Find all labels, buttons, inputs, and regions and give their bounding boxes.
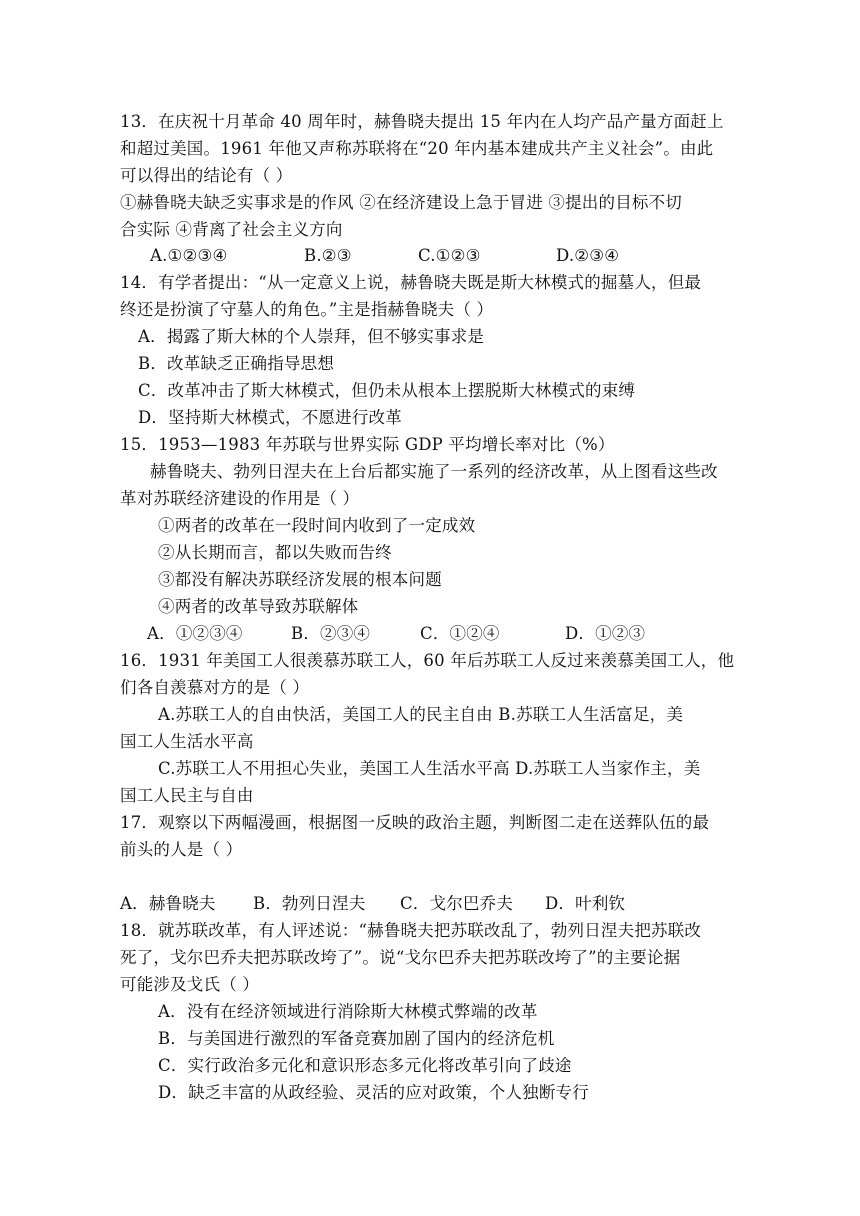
q13-option-d: D.②③④ bbox=[556, 246, 620, 265]
q13-statements-line-2: 合实际 ④背离了社会主义方向 bbox=[120, 220, 343, 239]
q13-option-c: C.①②③ bbox=[418, 246, 481, 265]
q14-option-a: A．揭露了斯大林的个人崇拜，但不够实事求是 bbox=[138, 327, 485, 346]
q14-option-d: D．坚持斯大林模式，不愿进行改革 bbox=[138, 408, 402, 427]
q14-option-b: B．改革缺乏正确指导思想 bbox=[138, 354, 335, 373]
q15-statement-2: ②从长期而言，都以失败而告终 bbox=[158, 543, 392, 562]
q18-option-b: B．与美国进行激烈的军备竞赛加剧了国内的经济危机 bbox=[158, 1029, 555, 1048]
q17-option-a: A．赫鲁晓夫 bbox=[120, 894, 216, 913]
q15-option-a: A．①②③④ bbox=[147, 624, 243, 643]
q16-options-line-2: 国工人生活水平高 bbox=[120, 732, 254, 751]
q18-stem-line-1: 18．就苏联改革，有人评述说：“赫鲁晓夫把苏联改乱了，勃列日涅夫把苏联改 bbox=[120, 921, 702, 940]
q18-option-a: A．没有在经济领域进行消除斯大林模式弊端的改革 bbox=[158, 1002, 538, 1021]
q15-option-d: D．①②③ bbox=[565, 624, 646, 643]
q15-option-c: C．①②④ bbox=[420, 624, 500, 643]
q15-stem-line-1: 赫鲁晓夫、勃列日涅夫在上台后都实施了一系列的经济改革，从上图看这些改 bbox=[150, 462, 718, 481]
q16-options-line-4: 国工人民主与自由 bbox=[120, 786, 254, 805]
q18-stem-line-3: 可能涉及戈氏（ ） bbox=[120, 975, 260, 994]
q13-option-a: A.①②③④ bbox=[150, 246, 228, 265]
q16-stem-line-2: 们各自羡慕对方的是（ ） bbox=[120, 678, 310, 697]
q16-options-line-1: A.苏联工人的自由快活，美国工人的民主自由 B.苏联工人生活富足，美 bbox=[158, 705, 684, 724]
q13-option-b: B.②③ bbox=[304, 246, 352, 265]
q16-options-line-3: C.苏联工人不用担心失业，美国工人生活水平高 D.苏联工人当家作主，美 bbox=[158, 759, 701, 778]
q18-option-d: D．缺乏丰富的从政经验、灵活的应对政策，个人独断专行 bbox=[158, 1083, 589, 1102]
q13-stem-line-2: 和超过美国。1961 年他又声称苏联将在“20 年内基本建成共产主义社会”。由此 bbox=[120, 139, 714, 158]
q18-option-c: C．实行政治多元化和意识形态多元化将改革引向了歧途 bbox=[158, 1056, 572, 1075]
q17-option-b: B．勃列日涅夫 bbox=[253, 894, 366, 913]
q17-option-c: C．戈尔巴乔夫 bbox=[400, 894, 514, 913]
q15-chart-caption: 15．1953—1983 年苏联与世界实际 GDP 平均增长率对比（%） bbox=[120, 435, 615, 454]
q13-statements-line-1: ①赫鲁晓夫缺乏实事求是的作风 ②在经济建设上急于冒进 ③提出的目标不切 bbox=[120, 193, 682, 212]
q13-stem-line-1: 13．在庆祝十月革命 40 周年时，赫鲁晓夫提出 15 年内在人均产品产量方面赶上 bbox=[120, 112, 724, 131]
q15-statement-4: ④两者的改革导致苏联解体 bbox=[158, 597, 359, 616]
q15-option-b: B．②③④ bbox=[291, 624, 371, 643]
q13-stem-line-3: 可以得出的结论有（ ） bbox=[120, 166, 293, 185]
q14-stem-line-2: 终还是扮演了守墓人的角色。”主是指赫鲁晓夫（ ） bbox=[120, 300, 494, 319]
q16-stem-line-1: 16．1931 年美国工人很羡慕苏联工人，60 年后苏联工人反过来羡慕美国工人，他 bbox=[120, 651, 735, 670]
q17-option-d: D．叶利钦 bbox=[545, 894, 626, 913]
q15-statement-1: ①两者的改革在一段时间内收到了一定成效 bbox=[158, 516, 476, 535]
q14-stem-line-1: 14．有学者提出：“从一定意义上说，赫鲁晓夫既是斯大林模式的掘墓人，但最 bbox=[120, 273, 702, 292]
q17-stem-line-1: 17．观察以下两幅漫画，根据图一反映的政治主题，判断图二走在送葬队伍的最 bbox=[120, 813, 710, 832]
q14-option-c: C．改革冲击了斯大林模式，但仍未从根本上摆脱斯大林模式的束缚 bbox=[138, 381, 636, 400]
q17-stem-line-2: 前头的人是（ ） bbox=[120, 840, 243, 859]
q15-statement-3: ③都没有解决苏联经济发展的根本问题 bbox=[158, 570, 442, 589]
q18-stem-line-2: 死了，戈尔巴乔夫把苏联改垮了”。说“戈尔巴乔夫把苏联改垮了”的主要论据 bbox=[120, 948, 681, 967]
q15-stem-line-2: 革对苏联经济建设的作用是（ ） bbox=[120, 489, 360, 508]
